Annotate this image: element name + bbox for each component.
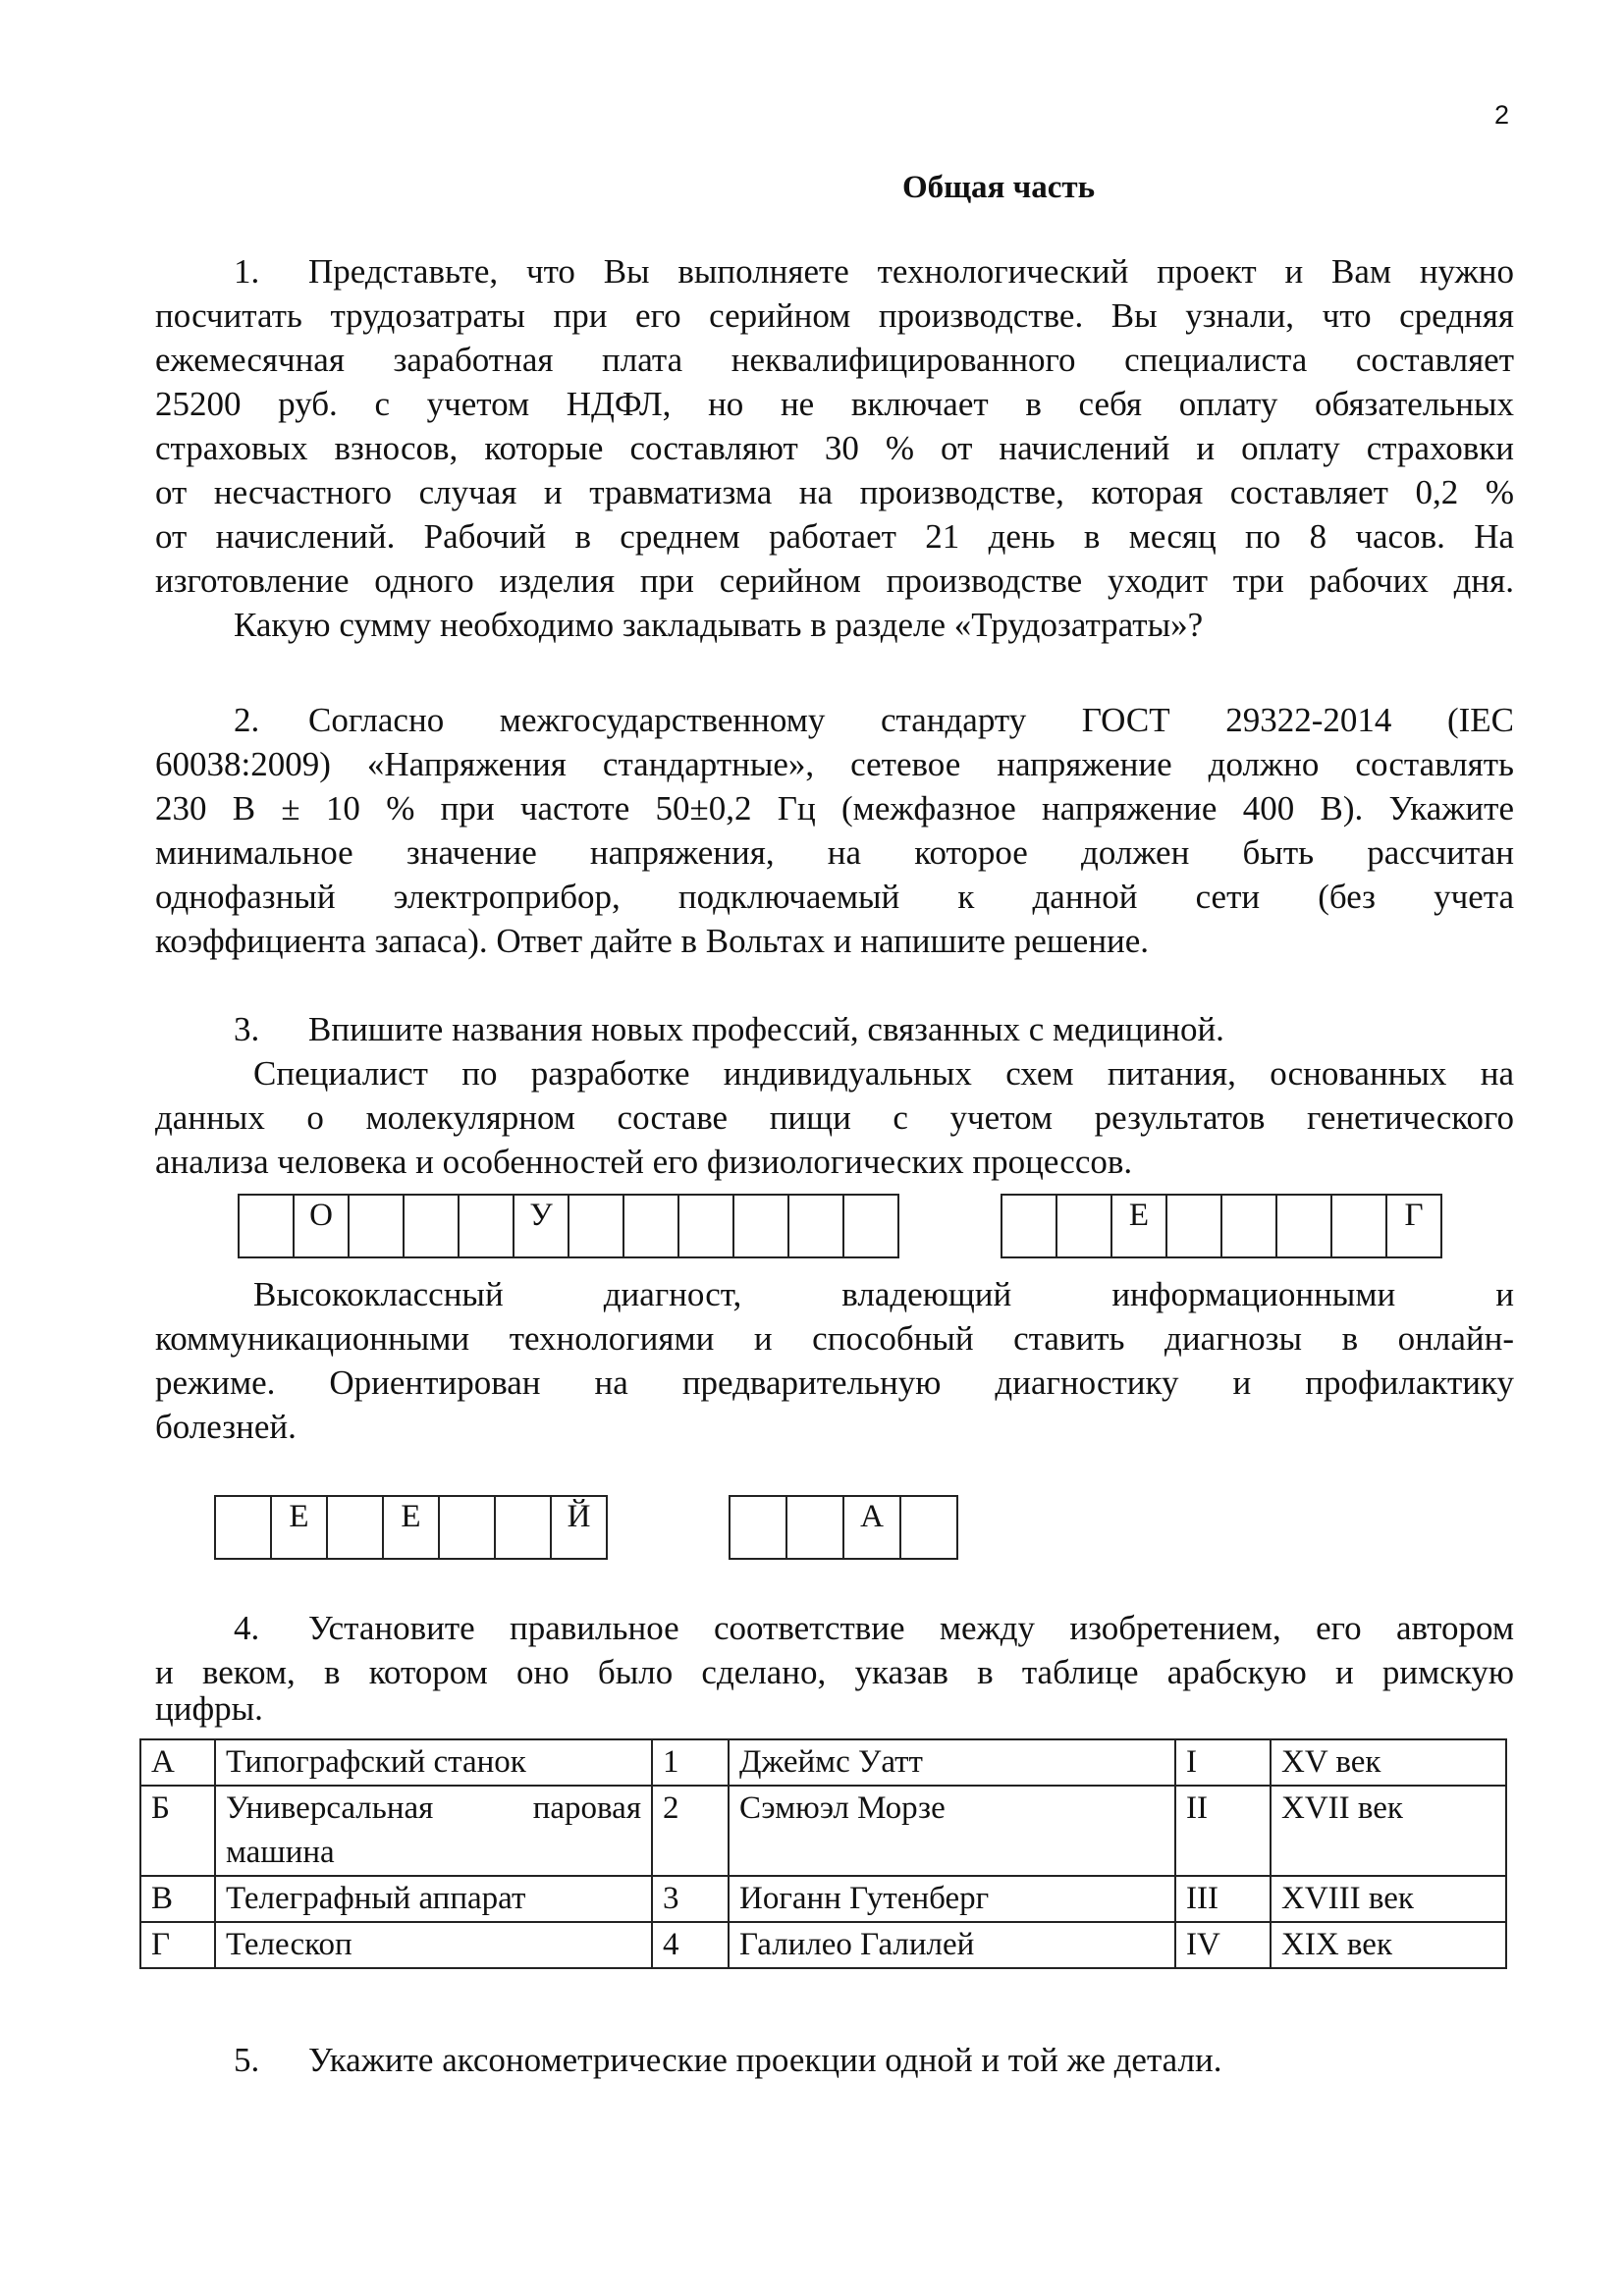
question-2-number: 2. xyxy=(234,701,260,739)
author-number: 4 xyxy=(652,1922,729,1968)
row-letter: Б xyxy=(140,1786,215,1876)
letter-cell[interactable] xyxy=(458,1194,514,1258)
letter-cell[interactable] xyxy=(1056,1194,1112,1258)
q1-line: от несчастного случая и травматизма на производстве, которая составляет 0,2 % xyxy=(155,473,1514,511)
q4-line: цифры. xyxy=(155,1689,263,1728)
invention-cell: Телеграфный аппарат xyxy=(215,1876,652,1922)
matching-table xyxy=(139,1738,1507,1969)
table-row xyxy=(140,1739,1506,1786)
answer-grid-1a xyxy=(238,1194,899,1258)
author-number: 2 xyxy=(652,1786,729,1876)
question-3-number: 3. xyxy=(234,1010,260,1048)
letter-cell[interactable] xyxy=(787,1194,844,1258)
q3-def1-line: данных о молекулярном составе пищи с учетом результатов генетического xyxy=(155,1098,1514,1137)
century-cell: XIX век xyxy=(1271,1922,1506,1968)
answer-grid-2a xyxy=(214,1495,608,1560)
q3-def2-line: режиме. Ориентирован на предварительную диагностику и профилактику xyxy=(155,1363,1514,1402)
author-cell: Галилео Галилей xyxy=(729,1922,1175,1968)
letter-cell[interactable] xyxy=(238,1194,295,1258)
q1-line: 25200 руб. с учетом НДФЛ, но не включает в себя оплату обязательных xyxy=(155,385,1514,423)
question-2 xyxy=(155,698,1514,963)
letter-cell[interactable] xyxy=(842,1194,899,1258)
author-cell: Иоганн Гутенберг xyxy=(729,1876,1175,1922)
q1-line: от начислений. Рабочий в среднем работает 21 день в месяц по 8 часов. На xyxy=(155,517,1514,556)
letter-cell[interactable] xyxy=(1001,1194,1057,1258)
letter-cell[interactable]: Е xyxy=(1110,1194,1167,1258)
invention-cell: Телескоп xyxy=(215,1922,652,1968)
question-3 xyxy=(155,1007,1514,1184)
answer-grid-1b xyxy=(1001,1194,1442,1258)
letter-cell[interactable] xyxy=(348,1194,405,1258)
q1-line: посчитать трудозатраты при его серийном производстве. Вы узнали, что средняя xyxy=(155,296,1514,335)
letter-cell[interactable] xyxy=(1220,1194,1277,1258)
q2-line: минимальное значение напряжения, на которое должен быть рассчитан xyxy=(155,833,1514,872)
letter-cell[interactable]: Й xyxy=(550,1495,608,1560)
q3-def1-line: Специалист по разработке индивидуальных схем питания, основанных на xyxy=(253,1054,1514,1093)
century-cell: XV век xyxy=(1271,1739,1506,1786)
letter-cell[interactable] xyxy=(785,1495,844,1560)
letter-cell[interactable]: У xyxy=(513,1194,569,1258)
question-4 xyxy=(155,1606,1514,1728)
century-number: IV xyxy=(1175,1922,1271,1968)
century-cell: XVIII век xyxy=(1271,1876,1506,1922)
section-title: Общая часть xyxy=(901,170,1096,205)
letter-cell[interactable]: А xyxy=(842,1495,901,1560)
invention-cell: Типографский станок xyxy=(215,1739,652,1786)
answer-grid-2b xyxy=(729,1495,958,1560)
table-row xyxy=(140,1922,1506,1968)
letter-cell[interactable] xyxy=(438,1495,496,1560)
q3-def1-line: анализа человека и особенностей его физиологических процессов. xyxy=(155,1143,1133,1181)
question-3-definition-2 xyxy=(155,1272,1514,1449)
question-1-number: 1. xyxy=(234,252,260,291)
question-1-prompt: Какую сумму необходимо закладывать в разделе «Трудозатраты»? xyxy=(234,606,1204,644)
q3-def2-line: болезней. xyxy=(155,1408,297,1446)
century-number: I xyxy=(1175,1739,1271,1786)
invention-cell: Универсальная паровая машина xyxy=(215,1786,652,1876)
question-1 xyxy=(155,249,1514,647)
row-letter: Г xyxy=(140,1922,215,1968)
letter-cell[interactable]: Г xyxy=(1385,1194,1442,1258)
letter-cell[interactable] xyxy=(899,1495,958,1560)
table-row xyxy=(140,1786,1506,1876)
letter-cell[interactable] xyxy=(1330,1194,1387,1258)
q1-line: ежемесячная заработная плата неквалифицированного специалиста составляет xyxy=(155,341,1514,379)
century-cell: XVII век xyxy=(1271,1786,1506,1876)
letter-cell[interactable]: Е xyxy=(382,1495,440,1560)
question-5-text: Укажите аксонометрические проекции одной и той же детали. xyxy=(308,2041,1222,2079)
q1-line: изготовление одного изделия при серийном производстве уходит три рабочих дня. xyxy=(155,561,1514,600)
question-5-number: 5. xyxy=(234,2041,260,2079)
table-row xyxy=(140,1876,1506,1922)
author-number: 1 xyxy=(652,1739,729,1786)
letter-cell[interactable] xyxy=(1275,1194,1332,1258)
letter-cell[interactable] xyxy=(326,1495,384,1560)
letter-cell[interactable] xyxy=(214,1495,272,1560)
letter-cell[interactable] xyxy=(732,1194,789,1258)
century-number: II xyxy=(1175,1786,1271,1876)
q2-line: коэффициента запаса). Ответ дайте в Вольтах и напишите решение. xyxy=(155,922,1150,960)
author-cell: Джеймс Уатт xyxy=(729,1739,1175,1786)
letter-cell[interactable]: Е xyxy=(270,1495,328,1560)
letter-cell[interactable] xyxy=(677,1194,734,1258)
letter-cell[interactable] xyxy=(494,1495,552,1560)
row-letter: А xyxy=(140,1739,215,1786)
q4-line: Установите правильное соответствие между изобретением, его автором xyxy=(308,1609,1514,1647)
page-number: 2 xyxy=(1494,100,1510,130)
question-3-intro: Впишите названия новых профессий, связанных с медициной. xyxy=(308,1010,1224,1048)
letter-cell[interactable] xyxy=(568,1194,624,1258)
question-4-number: 4. xyxy=(234,1609,260,1647)
author-cell: Сэмюэл Морзе xyxy=(729,1786,1175,1876)
q3-def2-line: коммуникационными технологиями и способный ставить диагнозы в онлайн- xyxy=(155,1319,1514,1358)
letter-cell[interactable]: О xyxy=(293,1194,350,1258)
row-letter: В xyxy=(140,1876,215,1922)
q2-line: 230 В ± 10 % при частоте 50±0,2 Гц (межфазное напряжение 400 В). Укажите xyxy=(155,789,1514,828)
letter-cell[interactable] xyxy=(1165,1194,1222,1258)
question-5 xyxy=(155,2038,1514,2082)
letter-cell[interactable] xyxy=(623,1194,679,1258)
q1-line: страховых взносов, которые составляют 30 % от начислений и оплату страховки xyxy=(155,429,1514,467)
century-number: III xyxy=(1175,1876,1271,1922)
author-number: 3 xyxy=(652,1876,729,1922)
letter-cell[interactable] xyxy=(729,1495,787,1560)
q1-line: Представьте, что Вы выполняете технологический проект и Вам нужно xyxy=(308,252,1514,291)
q2-line: однофазный электроприбор, подключаемый к данной сети (без учета xyxy=(155,878,1514,916)
q4-line: и веком, в котором оно было сделано, указав в таблице арабскую и римскую xyxy=(155,1653,1514,1691)
letter-cell[interactable] xyxy=(403,1194,460,1258)
q3-def2-line: Высококлассный диагност, владеющий информационными и xyxy=(253,1275,1514,1313)
q2-line: 60038:2009) «Напряжения стандартные», сетевое напряжение должно составлять xyxy=(155,745,1514,783)
q2-line: Согласно межгосударственному стандарту ГОСТ 29322-2014 (IEC xyxy=(308,701,1514,739)
